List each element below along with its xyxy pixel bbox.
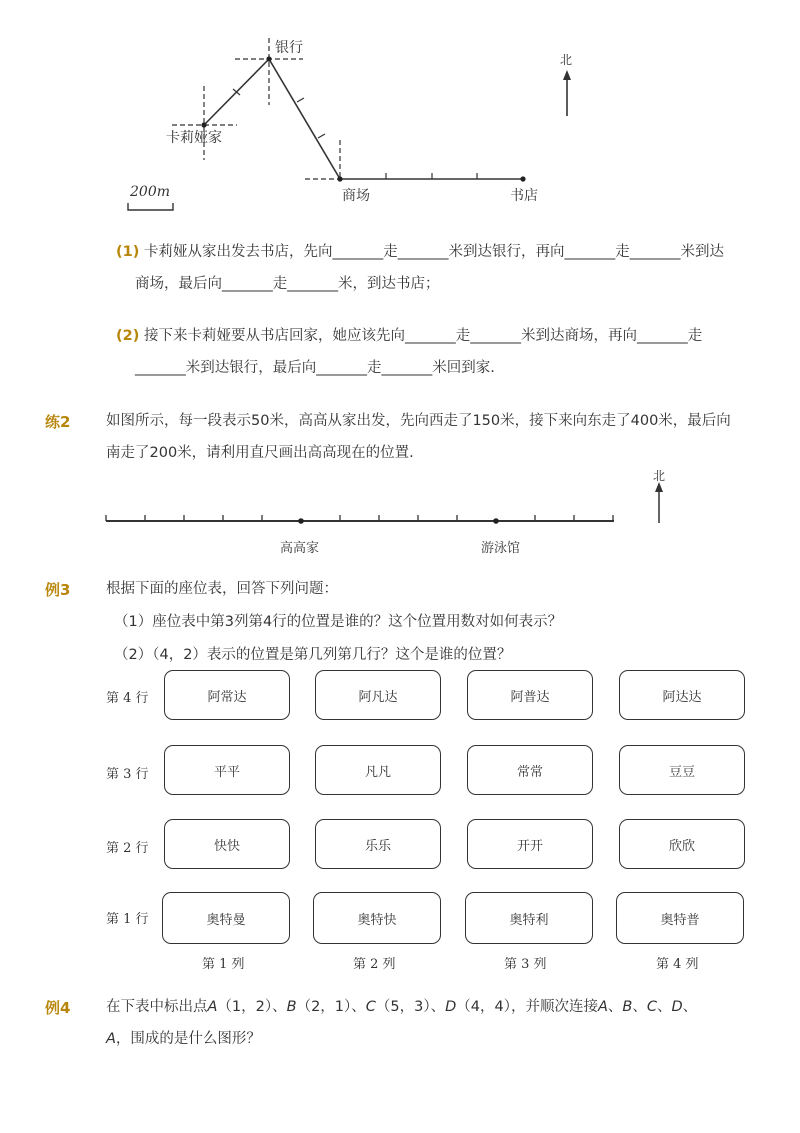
point-d: D [445, 999, 457, 1015]
route-map [0, 0, 800, 230]
seat: 快快 [164, 819, 290, 869]
row-label-3: 第 3 行 [106, 767, 149, 782]
example-4-tag: 例4 [45, 999, 71, 1017]
point-b: B [286, 999, 297, 1015]
example-4-line-1 [106, 997, 697, 1017]
question-1-number: (1) [116, 244, 140, 260]
example-4-end: ，围成的是什么图形？ [115, 1031, 261, 1047]
home-label: 卡莉娅家 [166, 130, 222, 146]
coord-b: （2，1）、 [296, 999, 366, 1015]
row-label-4: 第 4 行 [106, 691, 149, 706]
point-c: C [646, 999, 657, 1015]
question-1-line-2 [135, 274, 440, 294]
seat: 阿达达 [619, 670, 745, 720]
point-a: A [106, 1031, 116, 1047]
seat: 凡凡 [315, 745, 441, 795]
example-3-intro: 根据下面的座位表，回答下列问题： [106, 581, 338, 597]
exercise-2-map [0, 460, 800, 540]
example-3-question-2: （2）（4，2）表示的位置是第几列第几行？这个是谁的位置？ [114, 647, 512, 663]
row-label-2: 第 2 行 [106, 841, 149, 856]
row-label-1: 第 1 行 [106, 912, 149, 927]
seat: 奥特普 [616, 892, 744, 944]
question-2-line-2 [135, 358, 495, 378]
seat: 阿普达 [467, 670, 593, 720]
column-label-2: 第 2 列 [353, 957, 396, 972]
column-label-4: 第 4 列 [656, 957, 699, 972]
example-4-line-2 [106, 1029, 261, 1049]
exercise-2-north-label: 北 [653, 469, 666, 483]
exercise-2-tag: 练2 [45, 413, 71, 431]
question-2-text-2: _______米到达银行，最后向_______走_______米回到家. [135, 360, 495, 376]
pool-label: 游泳馆 [481, 541, 521, 556]
coord-c: （5，3）、 [375, 999, 446, 1015]
seat: 欣欣 [619, 819, 745, 869]
column-label-1: 第 1 列 [202, 957, 245, 972]
seat: 豆豆 [619, 745, 745, 795]
column-label-3: 第 3 列 [504, 957, 547, 972]
question-1-text-1: 卡莉娅从家出发去书店，先向_______走_______米到达银行，再向_______走_______米到达 [143, 244, 724, 260]
seat: 奥特快 [313, 892, 441, 944]
seat: 阿凡达 [315, 670, 441, 720]
question-2-text-1: 接下来卡莉娅要从书店回家，她应该先向_______走_______米到达商场，再向_______走 [143, 328, 703, 344]
gaogao-home-label: 高高家 [280, 541, 320, 556]
example-4-text: 在下表中标出点 [106, 999, 208, 1015]
example-3-question-1: （1）座位表中第3列第4行的位置是谁的？这个位置用数对如何表示？ [114, 614, 563, 630]
coord-d: （4，4），并顺次连接 [456, 999, 598, 1015]
seat: 奥特曼 [162, 892, 290, 944]
separator: 、 [682, 999, 698, 1015]
point-b: B [622, 999, 633, 1015]
seat: 开开 [467, 819, 593, 869]
point-a: A [207, 999, 218, 1015]
example-3-tag: 例3 [45, 581, 71, 599]
exercise-2-line-2: 南走了200米，请利用直尺画出高高现在的位置. [106, 445, 414, 461]
separator: 、 [607, 999, 623, 1015]
point-d: D [671, 999, 683, 1015]
exercise-2-line-1: 如图所示，每一段表示50米，高高从家出发，先向西走了150米，接下来向东走了400米，最后向 [106, 413, 731, 429]
separator: 、 [656, 999, 672, 1015]
point-c: C [365, 999, 376, 1015]
question-2-line-1 [116, 326, 702, 346]
seat: 常常 [467, 745, 593, 795]
seat: 平平 [164, 745, 290, 795]
seat: 阿常达 [164, 670, 290, 720]
north-label: 北 [560, 53, 573, 67]
scale-label: 200m [130, 184, 170, 200]
seat: 奥特利 [465, 892, 593, 944]
coord-a: （1，2）、 [217, 999, 287, 1015]
question-1-line-1 [116, 242, 724, 262]
point-a: A [597, 999, 608, 1015]
seat: 乐乐 [315, 819, 441, 869]
separator: 、 [632, 999, 647, 1015]
question-1-text-2: 商场，最后向_______走_______米，到达书店； [135, 276, 440, 292]
question-2-number: (2) [116, 328, 140, 344]
bank-label: 银行 [275, 40, 303, 56]
bookstore-label: 书店 [510, 188, 538, 204]
mall-label: 商场 [342, 188, 370, 204]
